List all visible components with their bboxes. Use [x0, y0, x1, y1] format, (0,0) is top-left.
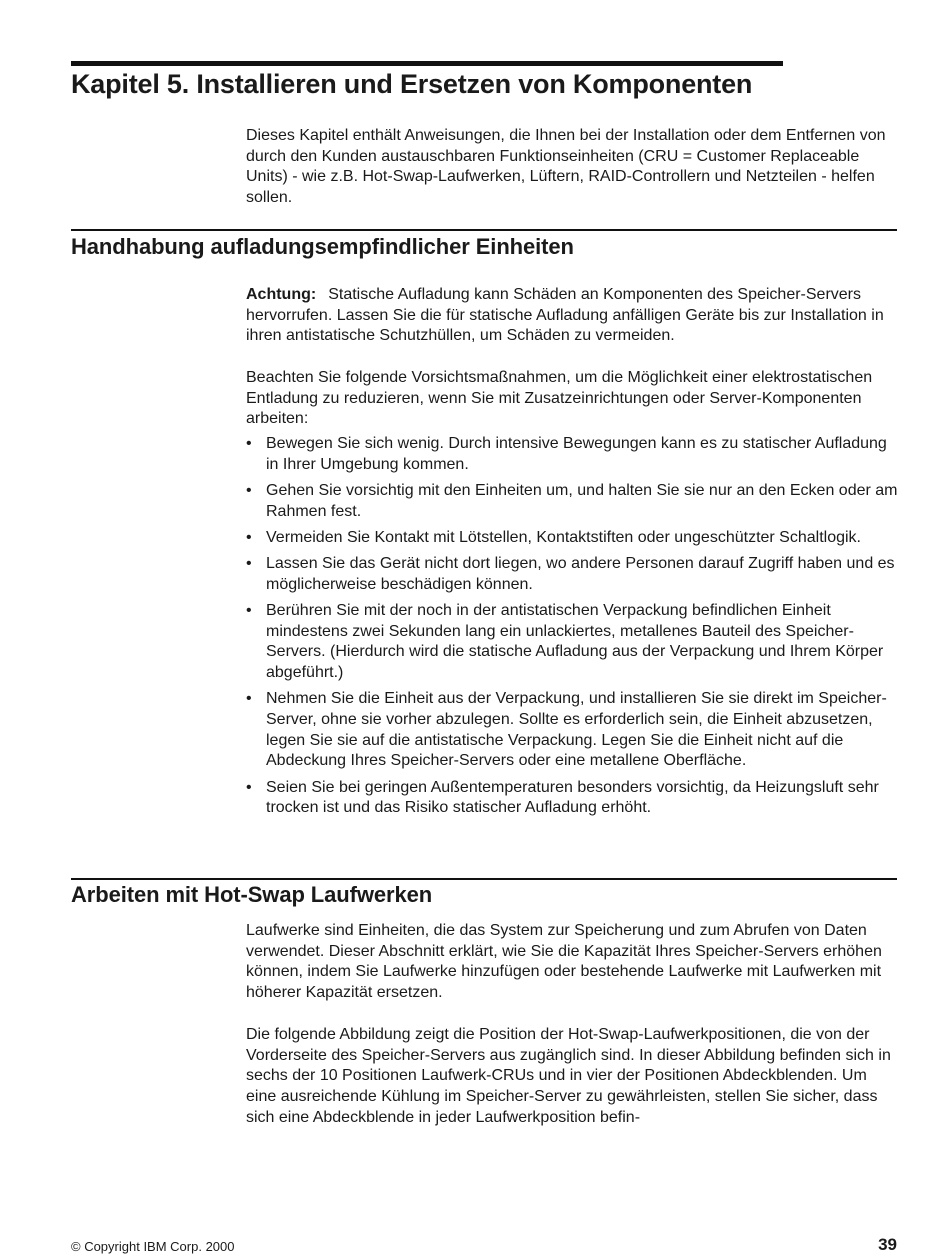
section-title-esd: Handhabung aufladungsempfindlicher Einheiten — [71, 234, 574, 259]
bullet-mark: • — [246, 555, 252, 573]
list-item-text: Lassen Sie das Gerät nicht dort liegen, wo andere Personen darauf Zugriff haben und es möglicherweise beschädigen können. — [266, 555, 895, 593]
bullet-mark: • — [246, 528, 252, 546]
section-title-hotswap: Arbeiten mit Hot-Swap Laufwerken — [71, 882, 433, 907]
list-item — [246, 778, 898, 819]
list-item-text: Nehmen Sie die Einheit aus der Verpackung, und installieren Sie sie direkt im Speicher-Server, ohne sie vorher abzulegen. Sollte es erforderlich sein, die Einheit abzusetzen, legen Sie sie auf die antistatische Verpackung. Legen Sie die Einheit nicht auf die Abdeckung Ihres Speicher-Servers oder eine metallene Oberfläche. — [266, 690, 887, 770]
bullet-mark: • — [246, 601, 252, 619]
attention-paragraph — [246, 285, 898, 347]
precautions-list — [246, 434, 898, 824]
hotswap-paragraph-1: Laufwerke sind Einheiten, die das System zur Speicherung und zum Abrufen von Daten verwendet. Dieser Abschnitt erklärt, wie Sie die Kapazität Ihres Speicher-Servers erhöhen können, indem Sie Laufwerke hinzufügen oder bestehende Laufwerke mit Laufwerken mit höherer Kapazität ersetzen. — [246, 922, 882, 1002]
chapter-title: Kapitel 5. Installieren und Ersetzen von Komponenten — [71, 69, 753, 99]
list-item-text: Vermeiden Sie Kontakt mit Lötstellen, Kontaktstiften oder ungeschützter Schaltlogik. — [266, 528, 861, 546]
list-item — [246, 481, 898, 522]
attention-text: Statische Aufladung kann Schäden an Komponenten des Speicher-Servers hervorrufen. Lassen Sie die für statische Aufladung anfälligen Geräte bis zur Installation in ihren antistatische Schutzhüllen, um Schäden zu vermeiden. — [246, 286, 884, 345]
list-item — [246, 689, 898, 772]
list-item — [246, 554, 898, 595]
list-item-text: Berühren Sie mit der noch in der antistatischen Verpackung befindlichen Einheit mindestens zwei Sekunden lang ein unlackiertes, metallenes Bauteil des Speicher-Servers. (Hierdurch wird die statische Aufladung aus der Verpackung und Ihrem Körper abgeführt.) — [266, 601, 884, 682]
page-number: 39 — [878, 1235, 897, 1254]
footer-copyright: © Copyright IBM Corp. 2000 — [71, 1239, 235, 1254]
list-item-text: Seien Sie bei geringen Außentemperaturen besonders vorsichtig, da Heizungsluft sehr trocken ist und das Risiko statischer Aufladung erhöht. — [266, 778, 879, 817]
attention-label: Achtung: — [246, 286, 317, 303]
precautions-intro-paragraph: Beachten Sie folgende Vorsichtsmaßnahmen, um die Möglichkeit einer elektrostatischen Entladung zu reduzieren, wenn Sie mit Zusatzeinrichtungen oder Server-Komponenten arbeiten: — [246, 369, 873, 428]
bullet-mark: • — [246, 690, 252, 708]
bullet-mark: • — [246, 778, 252, 796]
list-item-text: Bewegen Sie sich wenig. Durch intensive Bewegungen kann es zu statischer Aufladung in Ihrer Umgebung kommen. — [266, 435, 887, 473]
list-item — [246, 434, 898, 475]
section-rule-esd — [71, 229, 897, 231]
bullet-mark: • — [246, 435, 252, 452]
hotswap-paragraph-2: Die folgende Abbildung zeigt die Position der Hot-Swap-Laufwerkpositionen, die von der Vorderseite des Speicher-Servers aus zugänglich sind. In dieser Abbildung befinden sich in sechs der 10 Positionen Laufwerk-CRUs und in vier der Positionen Abdeckblenden. Um eine ausreichende Kühlung im Speicher-Server zu gewährleisten, stellen Sie sicher, dass sich eine Abdeckblende in jeder Laufwerkposition befin- — [246, 1026, 891, 1126]
chapter-intro-paragraph: Dieses Kapitel enthält Anweisungen, die Ihnen bei der Installation oder dem Entfernen von durch den Kunden austauschbaren Funktionseinheiten (CRU = Customer Replaceable Units) - wie z.B. Hot-Swap-Laufwerken, Lüftern, RAID-Controllern und Netzteilen - helfen sollen. — [246, 127, 886, 207]
list-item — [246, 601, 898, 684]
list-item — [246, 528, 898, 549]
list-item-text: Gehen Sie vorsichtig mit den Einheiten um, und halten Sie sie nur an den Ecken oder am Rahmen fest. — [266, 481, 898, 520]
bullet-mark: • — [246, 481, 252, 499]
